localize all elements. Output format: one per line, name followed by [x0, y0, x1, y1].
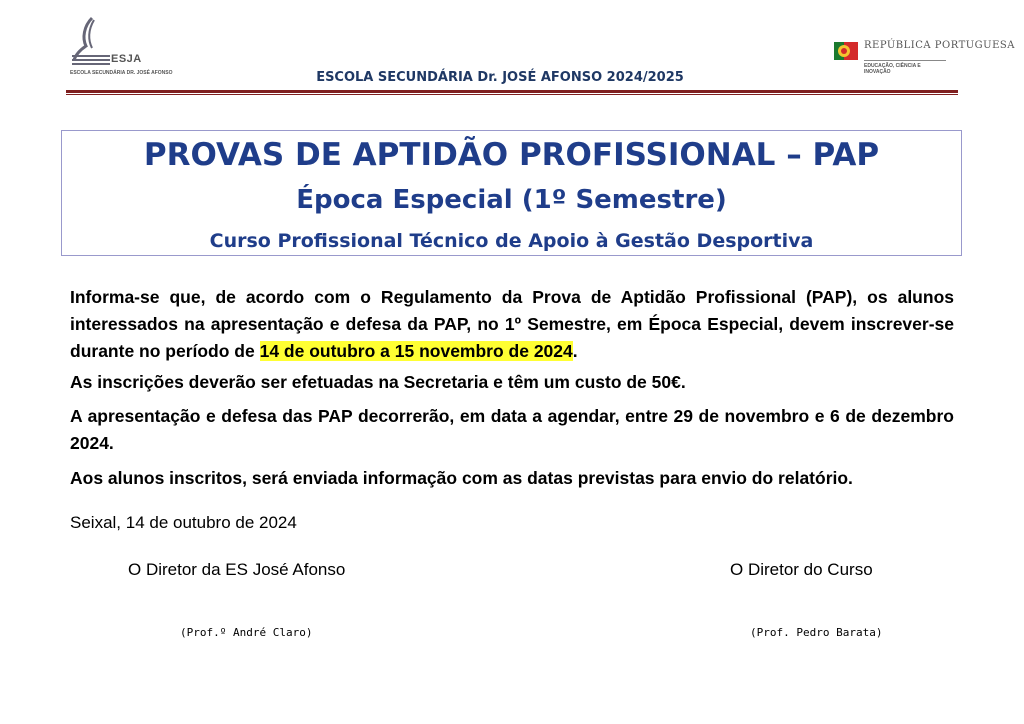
paragraph-registration [70, 284, 954, 365]
header-rule [66, 90, 958, 93]
highlighted-dates: 14 de outubro a 15 novembro de 2024 [259, 341, 573, 361]
republica-logo [834, 38, 1015, 78]
republica-text: REPÚBLICA PORTUGUESA [864, 40, 1015, 51]
school-logo [66, 16, 173, 78]
ministry-text: EDUCAÇÃO, CIÊNCIA E INOVAÇÃO [864, 63, 921, 75]
document-title: PROVAS DE APTIDÃO PROFISSIONAL – PAP [143, 137, 880, 173]
title-box [61, 130, 962, 256]
header-rule-thin [66, 94, 958, 95]
signatory-left-title: O Diretor da ES José Afonso [128, 560, 346, 579]
place-date: Seixal, 14 de outubro de 2024 [70, 513, 297, 532]
signatory-right-title: O Diretor do Curso [730, 560, 873, 579]
document-subtitle: Época Especial (1º Semestre) [296, 185, 727, 215]
paragraph-fee: As inscrições deverão ser efetuadas na Secretaria e têm um custo de 50€. [70, 372, 686, 392]
signatory-left-name: (Prof.º André Claro) [180, 626, 313, 639]
paragraph-information: Aos alunos inscritos, será enviada informação com as datas previstas para envio do relatório. [70, 468, 853, 488]
school-title: ESCOLA SECUNDÁRIA Dr. JOSÉ AFONSO 2024/2025 [316, 70, 684, 85]
paragraph-presentation: A apresentação e defesa das PAP decorrerão, em data a agendar, entre 29 de novembro e 6 de dezembro 2024. [70, 406, 954, 453]
portugal-flag-icon [834, 40, 858, 62]
course-name: Curso Profissional Técnico de Apoio à Gestão Desportiva [209, 230, 814, 252]
signatory-right-name: (Prof. Pedro Barata) [750, 626, 883, 639]
paragraph-registration-start: Informa-se que, de acordo com o Regulamento da Prova de Aptidão Profissional (PAP), os alunos interessados na apresentação e defesa da PAP, no 1º Semestre, em Época Especial, devem inscrever-se durante no período de [70, 287, 954, 361]
logo-divider [864, 60, 946, 61]
logo-subtext: ESCOLA SECUNDÁRIA DR. JOSÉ AFONSO [70, 70, 173, 76]
logo-text: ESJA [111, 53, 142, 65]
school-emblem-icon [70, 16, 112, 68]
paragraph-registration-end: . [572, 341, 578, 361]
